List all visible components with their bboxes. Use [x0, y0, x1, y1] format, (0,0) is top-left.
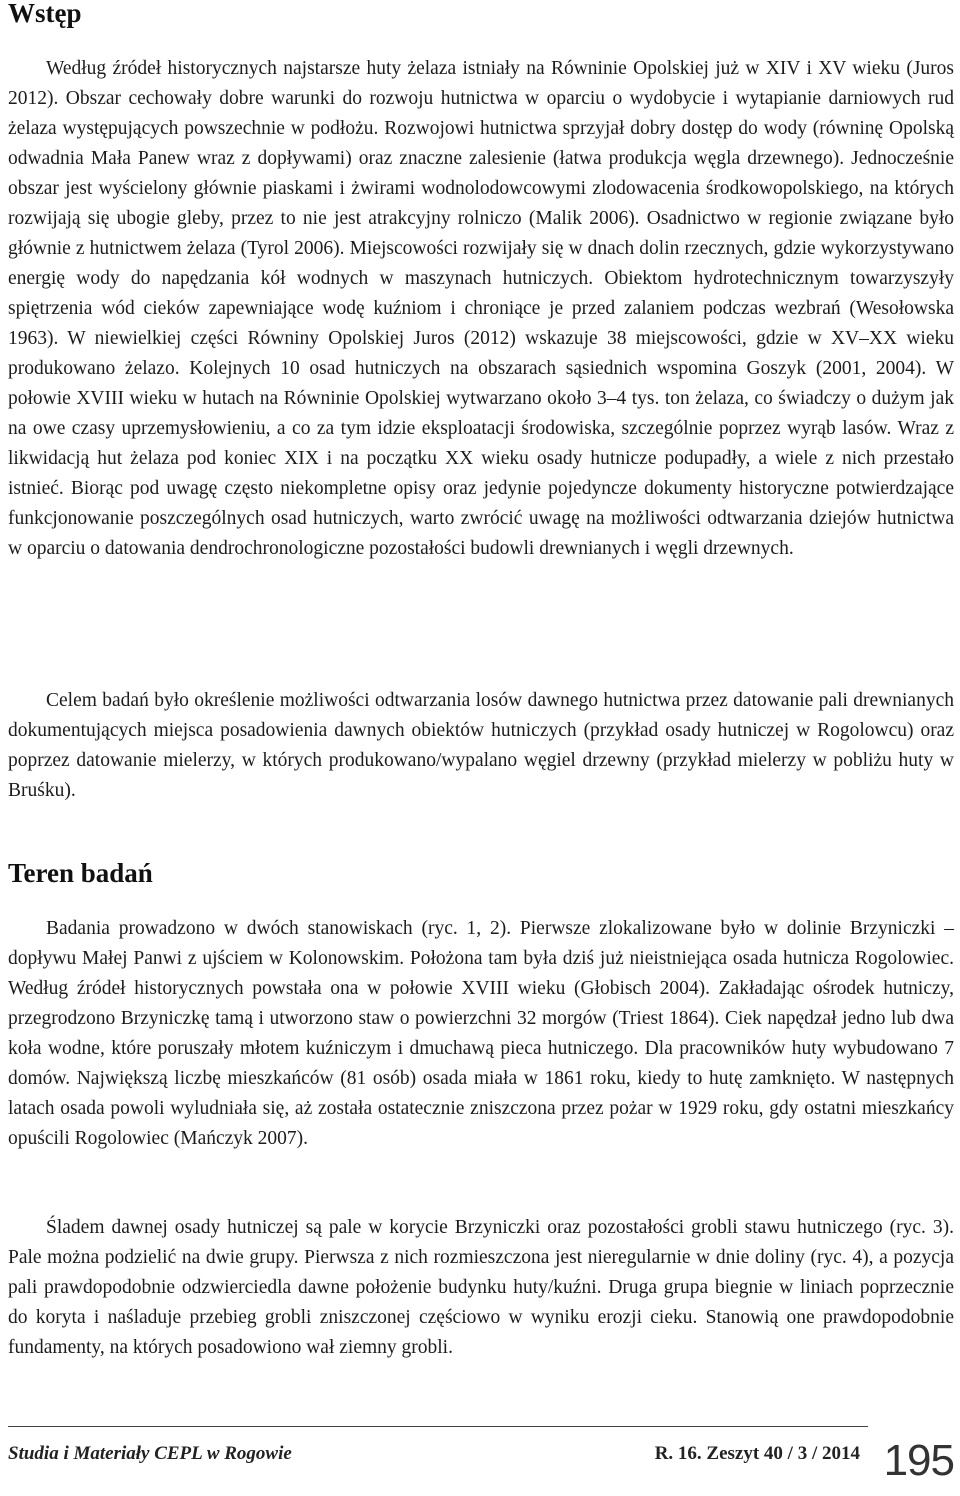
footer-journal-title: Studia i Materiały CEPL w Rogowie — [8, 1443, 292, 1464]
footer-issue-info: R. 16. Zeszyt 40 / 3 / 2014 — [654, 1443, 860, 1464]
page-number: 195 — [883, 1436, 954, 1485]
section-wstep-paragraph-2: Celem badań było określenie możliwości odtwarzania losów dawnego hutnictwa przez datowanie pali drewnianych dokumentujących miejsca posadowienia dawnych obiektów hutniczych (przykład osady hutniczej w Rogolowcu) oraz poprzez datowanie mielerzy, w których produkowano/wypalano węgiel drzewny (przykład mielerzy w pobliżu huty w Bruśku). — [8, 690, 954, 801]
section-wstep-paragraph-1: Według źródeł historycznych najstarsze huty żelaza istniały na Równinie Opolskiej już w XIV i XV wieku (Juros 2012). Obszar cechowały dobre warunki do rozwoju hutnictwa w oparciu o wydobycie i wytapianie darniowych rud żelaza występujących powszechnie w podłożu. Rozwojowi hutnictwa sprzyjał dobry dostęp do wody (równinę Opolską odwadnia Mała Panew wraz z dopływami) oraz znaczne zalesienie (łatwa produkcja węgla drzewnego). Jednocześnie obszar jest wyścielony głównie piaskami i żwirami wodnolodowcowymi zlodowacenia środkowopolskiego, na których rozwijają się ubogie gleby, przez to nie jest atrakcyjny rolniczo (Malik 2006). Osadnictwo w regionie związane było głównie z hutnictwem żelaza (Tyrol 2006). Miejscowości rozwijały się w dnach dolin rzecznych, gdzie wykorzystywano energię wody do napędzania kół wodnych w maszynach hutniczych. Obiektom hydrotechnicznym towarzyszyły spiętrzenia wód cieków zapewniające wodę kuźniom i chroniące je przed zalaniem podczas wezbrań (Wesołowska 1963). W niewielkiej części Równiny Opolskiej Juros (2012) wskazuje 38 miejscowości, gdzie w XV–XX wieku produkowano żelazo. Kolejnych 10 osad hutniczych na obszarach sąsiednich wspomina Goszyk (2001, 2004). W połowie XVIII wieku w hutach na Równinie Opolskiej wytwarzano około 3–4 tys. ton żelaza, co świadczy o dużym jak na owe czasy uprzemysłowieniu, a co za tym idzie eksploatacji środowiska, szczególnie poprzez wyrąb lasów. Wraz z likwidacją hut żelaza pod koniec XIX i na początku XX wieku osady hutnicze podupadły, a wiele z nich przestało istnieć. Biorąc pod uwagę często niekompletne opisy oraz jedynie pojedyncze dokumenty historyczne potwierdzające funkcjonowanie poszczególnych osad hutniczych, warto zwrócić uwagę na możliwości odtwarzania dziejów hutnictwa w oparciu o datowania dendrochronologiczne pozostałości budowli drewnianych i węgli drzewnych. — [8, 58, 954, 559]
section-teren-paragraph-1: Badania prowadzono w dwóch stanowiskach (ryc. 1, 2). Pierwsze zlokalizowane było w dolinie Brzyniczki – dopływu Małej Panwi z ujściem w Kolonowskim. Położona tam była dziś już nieistniejąca osada hutnicza Rogolowiec. Według źródeł historycznych powstała ona w połowie XVIII wieku (Głobisch 2004). Zakładając ośrodek hutniczy, przegrodzono Brzyniczkę tamą i utworzono staw o powierzchni 32 morgów (Triest 1864). Ciek napędzał jedno lub dwa koła wodne, które poruszały młotem kuźniczym i dmuchawą pieca hutniczego. Dla pracowników huty wybudowano 7 domów. Największą liczbę mieszkańców (81 osób) osada miała w 1861 roku, kiedy to hutę zamknięto. W następnych latach osada powoli wyludniała się, aż została ostatecznie zniszczona przez pożar w 1929 roku, gdy ostatni mieszkańcy opuścili Rogolowiec (Mańczyk 2007). — [8, 918, 954, 1149]
section-teren-paragraph-2: Śladem dawnej osady hutniczej są pale w korycie Brzyniczki oraz pozostałości grobli stawu hutniczego (ryc. 3). Pale można podzielić na dwie grupy. Pierwsza z nich rozmieszczona jest nieregularnie w dnie doliny (ryc. 4), a pozycja pali prawdopodobnie odzwierciedla dawne położenie budynku huty/kuźni. Druga grupa biegnie w liniach poprzecznie do koryta i naśladuje przebieg grobli zniszczonej częściowo w wyniku erozji cieku. Stanowią one prawdopodobnie fundamenty, na których posadowiono wał ziemny grobli. — [8, 1217, 954, 1358]
section-title-teren-badan: Teren badań — [8, 858, 153, 888]
section-title-wstep: Wstęp — [8, 0, 82, 28]
footer-divider — [8, 1426, 868, 1427]
